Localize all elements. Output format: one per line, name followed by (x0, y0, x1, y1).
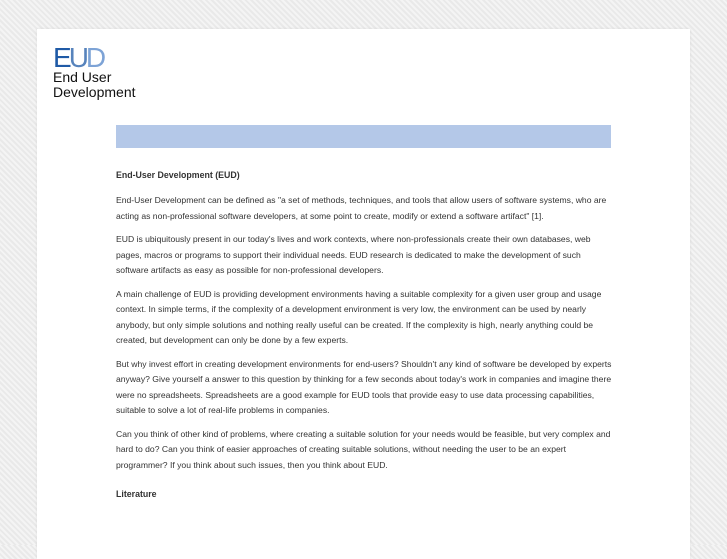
article-paragraph: Can you think of other kind of problems, where creating a suitable solution for your needs would be feasible, but very complex and hard to do? Can you think of easier approaches of creating suitable solutions, without needing the user to be an expert programmer? If you think about such issues, then you think about EUD. (116, 428, 611, 470)
logo-mark-u: U (68, 42, 86, 73)
logo-mark-d: D (85, 42, 104, 73)
literature-heading: Literature (116, 489, 157, 499)
logo-text-line1: End User (53, 69, 112, 85)
article-paragraph: But why invest effort in creating development environments for end-users? Shouldn't any kind of software be developed by experts anyway? Give yourself a answer to this question by thinking for a few seconds about today's work in companies and imagine there were no spreadsheets. Spreadsheets are a good example for EUD tools that provide easy to use data processing capabilities, suitable to solve a lot of real-life problems in companies. (116, 358, 612, 415)
article-title: End-User Development (EUD) (116, 170, 240, 180)
header-banner (116, 125, 611, 148)
article-content (116, 168, 613, 502)
logo-text-line2: Development (53, 84, 136, 100)
site-logo[interactable] (53, 42, 173, 101)
article-paragraph: A main challenge of EUD is providing development environments having a suitable complexity for a given user group and usage context. In simple terms, if the complexity of a development environment is very low, the environment can be used by nearly anybody, but only simple solutions and nothing really useful can be created. If the complexity is high, nearly anything could be created, but development can only be done by a few experts. (116, 288, 602, 345)
article-paragraph: EUD is ubiquitously present in our today's lives and work contexts, where non-professionals create their own databases, web pages, macros or programs to support their individual needs. EUD research is dedicated to make the development of such software artifacts as easy as possible for non-professional developers. (116, 234, 591, 275)
logo-mark-e: E (53, 42, 69, 73)
page-container (37, 29, 690, 559)
eud-logo-mark (53, 42, 104, 73)
article-paragraph: End-User Development can be defined as "a set of methods, techniques, and tools that allow users of software systems, who are acting as non-professional software developers, at some point to create, modify or extend a software artifact" [1]. (116, 195, 607, 221)
